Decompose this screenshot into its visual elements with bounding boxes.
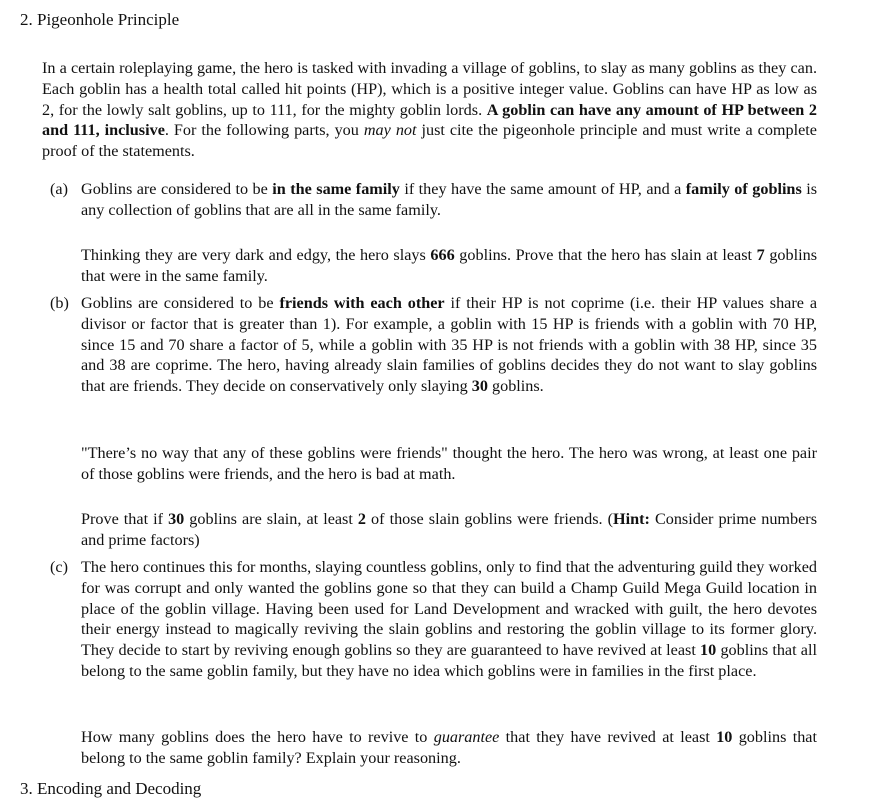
part-a — [42, 179, 817, 221]
section-number: 2. — [20, 10, 33, 29]
section-title: Pigeonhole Principle — [37, 10, 180, 29]
part-b-question: Prove that if 30 goblins are slain, at least 2 of those slain goblins were friends. (Hint: Consider prime numbers and prime factors) — [81, 510, 817, 549]
part-b — [42, 293, 817, 397]
intro-paragraph: In a certain roleplaying game, the hero is tasked with invading a village of goblins, to slay as many goblins as they can. Each goblin has a health total called hit points (HP), which is a positive integer value. Goblins can have HP as low as 2, for the lowly salt goblins, up to 111, for the mighty goblin lords. A goblin can have any amount of HP between 2 and 111, inclusive. For the following parts, you may not just cite the pigeonhole principle and must write a complete proof of the statements. — [42, 59, 818, 161]
next-section-title: Encoding and Decoding — [37, 779, 202, 798]
next-section-heading — [20, 778, 201, 800]
part-b-label: (b) — [50, 294, 69, 312]
part-c-story: The hero continues this for months, slaying countless goblins, only to find that the adventuring guild they worked for was corrupt and only wanted the goblins gone so that they can build a Champ Guild Mega Guild location in place of the goblin village. Having been used for Land Development and wracked with guilt, the hero devotes their energy instead to magically reviving the slain goblins and restoring the goblin village to its former glory. They decide to start by reviving enough goblins so they are guaranteed to have revived at least 10 goblins that all belong to the same goblin family, but they have no idea which goblins were in families in the first place. — [81, 558, 817, 680]
part-c — [42, 557, 817, 682]
part-b-definition: Goblins are considered to be friends with each other if their HP is not coprime (i.e. their HP values share a divisor or factor that is greater than 1). For example, a goblin with 15 HP is friends with a goblin with 70 HP, since 15 and 70 share a factor of 5, while a goblin with 35 HP is not friends with a goblin with 38 HP, since 35 and 38 are coprime. The hero, having already slain families of goblins decides they do not want to slay goblins that are friends. They decide on conservatively only slaying 30 goblins. — [81, 294, 818, 396]
part-a-label: (a) — [50, 180, 68, 198]
part-c-label: (c) — [50, 558, 68, 576]
part-a-definition: Goblins are considered to be in the same family if they have the same amount of HP, and a family of goblins is any collection of goblins that are all in the same family. — [81, 180, 818, 219]
part-b-quote: "There’s no way that any of these goblins were friends" thought the hero. The hero was wrong, at least one pair of those goblins were friends, and the hero is bad at math. — [81, 444, 817, 483]
next-section-number: 3. — [20, 779, 33, 798]
section-heading — [20, 9, 179, 31]
part-c-question: How many goblins does the hero have to revive to guarantee that they have revived at least 10 goblins that belong to the same goblin family? Explain your reasoning. — [81, 728, 817, 767]
part-a-question: Thinking they are very dark and edgy, the hero slays 666 goblins. Prove that the hero has slain at least 7 goblins that were in the same family. — [81, 246, 818, 285]
